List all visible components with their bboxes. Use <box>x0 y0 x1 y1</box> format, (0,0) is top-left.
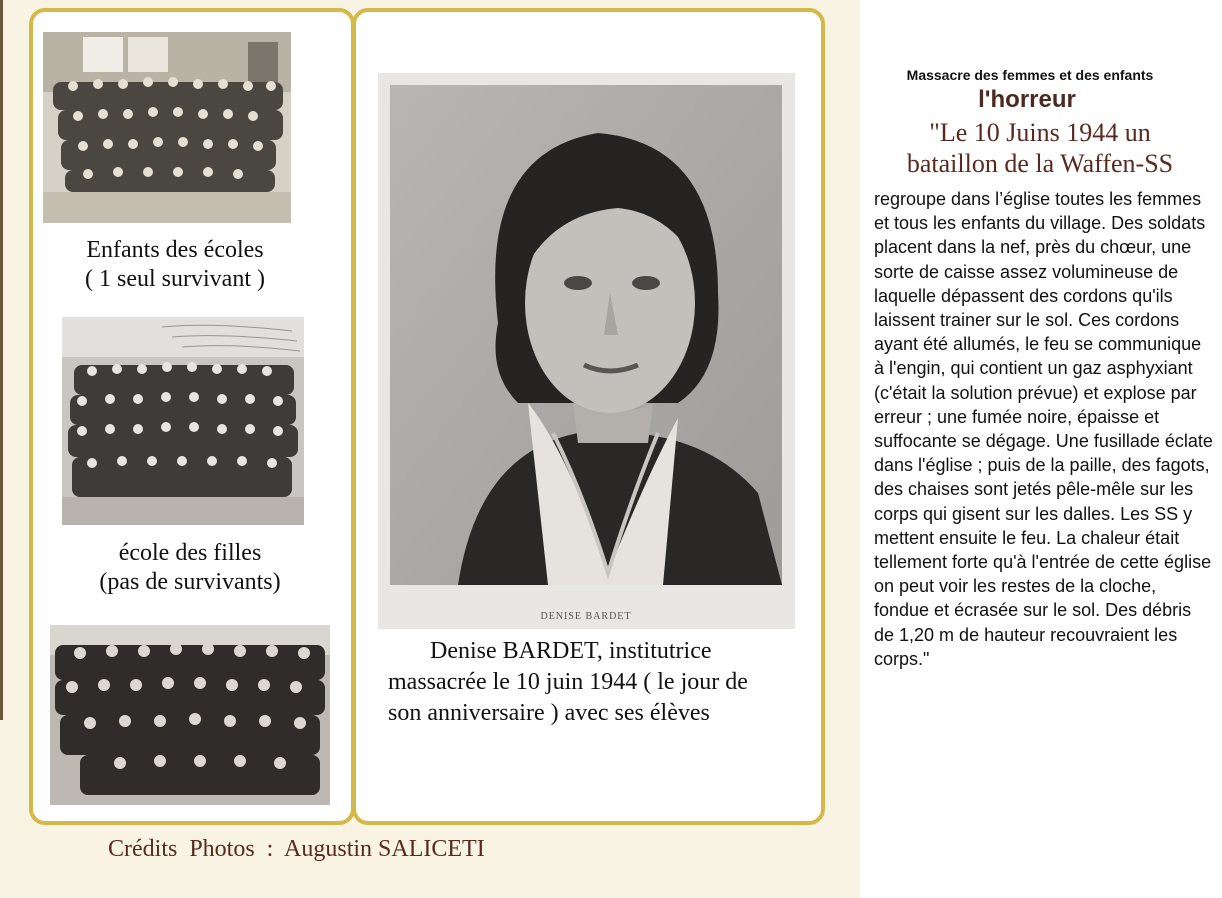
article-heading: l'horreur <box>978 86 1076 113</box>
article-body: regroupe dans l’église toutes les femmes et tous les enfants du village. Des soldats placent dans la nef, près du chœur, une sorte de caisse assez volumineuse de laquelle dépassent des cordons qu'ils laissent trainer sur le sol. Ces cordons ayant été allumés, le feu se communique à l'engin, qui contient un gaz asphyxiant (c'était la solution prévue) et explose par erreur ; une fumée noire, épaisse et suffocante se dégage. Une fusillade éclate dans l'église ; puis de la paille, des fagots, des chaises sont jetés pêle-mêle sur les corps qui gisent sur les dalles. Les SS y mettent ensuite le feu. La chaleur était tellement forte qu'à l'entrée de cette église on peut voir les restes de la cloche, fondue et écrasée sur le sol. Des débris de 1,20 m de hauteur recouvraient les corps." <box>874 189 1213 669</box>
school-children-caption <box>43 236 307 294</box>
boys-class-photo <box>50 625 330 805</box>
quote-line: "Le 10 Juins 1944 un <box>929 118 1151 147</box>
girls-school-photo <box>62 317 304 525</box>
portrait-caption <box>384 636 808 729</box>
caption-line: massacrée le 10 juin 1944 ( le jour de <box>388 669 748 695</box>
caption-line: ( 1 seul survivant ) <box>85 266 265 292</box>
school-children-photo <box>43 32 291 223</box>
denise-bardet-portrait <box>378 73 795 629</box>
caption-line: Denise BARDET, institutrice <box>430 638 712 664</box>
article-quote-lead <box>880 117 1200 179</box>
quote-line: bataillon de la Waffen-SS <box>906 149 1174 178</box>
portrait-label: DENISE BARDET <box>540 611 632 622</box>
article-subheading: Massacre des femmes et des enfants <box>906 67 1154 83</box>
caption-line: son anniversaire ) avec ses élèves <box>388 700 710 726</box>
caption-line: école des filles <box>118 540 262 566</box>
caption-line: Enfants des écoles <box>86 237 264 263</box>
photo-credits: Crédits Photos : Augustin SALICETI <box>108 836 485 862</box>
left-edge-rule <box>0 0 3 720</box>
girls-school-caption <box>62 539 318 597</box>
caption-line: (pas de survivants) <box>99 569 281 595</box>
